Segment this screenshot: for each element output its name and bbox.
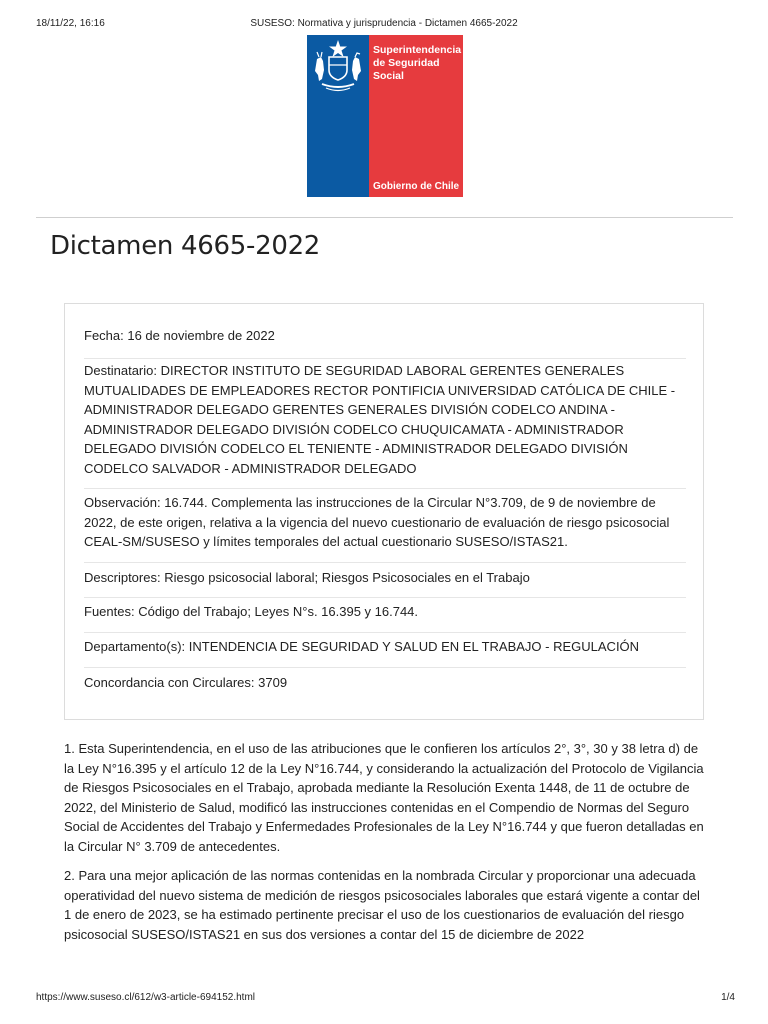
body-paragraph-1 <box>64 739 704 856</box>
logo-blue-panel <box>307 35 369 197</box>
body-paragraph-2 <box>64 866 704 944</box>
page-title: Dictamen 4665-2022 <box>50 231 321 261</box>
meta-observacion: Observación: 16.744. Complementa las instrucciones de la Circular N°3.709, de 9 de noviembre de 2022, de este origen, relativa a la vigencia del nuevo cuestionario de evaluación de riesgo psicosocial CEAL-SM/SUSESO y límites temporales del actual cuestionario SUSESO/ISTAS21. <box>84 493 686 563</box>
meta-departamento: Departamento(s): INTENDENCIA DE SEGURIDAD Y SALUD EN EL TRABAJO - REGULACIÓN <box>84 637 686 668</box>
suseso-logo <box>307 35 463 197</box>
header-divider <box>36 217 733 218</box>
meta-fuentes: Fuentes: Código del Trabajo; Leyes N°s. 16.395 y 16.744. <box>84 602 686 633</box>
logo-government-label: Gobierno de Chile <box>373 181 460 192</box>
logo-red-panel <box>369 35 463 197</box>
print-page-title: SUSESO: Normativa y jurisprudencia - Dictamen 4665-2022 <box>250 18 518 29</box>
print-date: 18/11/22, 16:16 <box>36 18 105 29</box>
print-url: https://www.suseso.cl/612/w3-article-694152.html <box>36 992 255 1003</box>
meta-destinatario: Destinatario: DIRECTOR INSTITUTO DE SEGURIDAD LABORAL GERENTES GENERALES MUTUALIDADES DE EMPLEADORES RECTOR PONTIFICIA UNIVERSIDAD CATÓLICA DE CHILE - ADMINISTRADOR DELEGADO GERENTES GENERALES DIVISIÓN CODELCO ANDINA - ADMINISTRADOR DELEGADO DIVISIÓN CODELCO CHUQUICAMATA - ADMINISTRADOR DELEGADO DIVISIÓN CODELCO EL TENIENTE - ADMINISTRADOR DELEGADO DIVISIÓN CODELCO SALVADOR - ADMINISTRADOR DELEGADO <box>84 361 686 489</box>
chile-coat-of-arms-icon <box>308 37 368 97</box>
meta-descriptores: Descriptores: Riesgo psicosocial laboral; Riesgos Psicosociales en el Trabajo <box>84 568 686 598</box>
paragraph-text: 1. Esta Superintendencia, en el uso de las atribuciones que le confieren los artículos 2°, 3°, 30 y 38 letra d) de la Ley N°16.395 y el artículo 12 de la Ley N°16.744, y considerando la actualización del Protocolo de Vigilancia de Riesgos Psicosociales en el Trabajo, aprobada mediante la Resolución Exenta 1448, de 11 de octubre de 2022, del Ministerio de Salud, modificó las instrucciones contenidas en el Compendio de Normas del Seguro Social de Accidentes del Trabajo y Enfermedades Profesionales de la Ley N°16.744 y que fueron detalladas en la Circular N° 3.709 de antecedentes. <box>64 741 704 854</box>
meta-fecha: Fecha: 16 de noviembre de 2022 <box>84 326 686 359</box>
paragraph-text: 2. Para una mejor aplicación de las normas contenidas en la nombrada Circular y proporcionar una adecuada operatividad del nuevo sistema de medición de riesgos psicosociales laborales que estará vigente a contar del 1 de enero de 2023, se ha estimado pertinente precisar el uso de los cuestionarios de evaluación del riesgo psicosocial SUSESO/ISTAS21 en sus dos versiones a contar del 15 de diciembre de 2022 <box>64 868 700 942</box>
page-number: 1/4 <box>721 992 735 1003</box>
print-header <box>0 0 768 40</box>
meta-concordancia: Concordancia con Circulares: 3709 <box>84 675 288 690</box>
logo-org-name: Superintendencia de Seguridad Social <box>373 44 462 82</box>
print-footer <box>0 990 768 1010</box>
document-metadata-box <box>64 303 704 720</box>
